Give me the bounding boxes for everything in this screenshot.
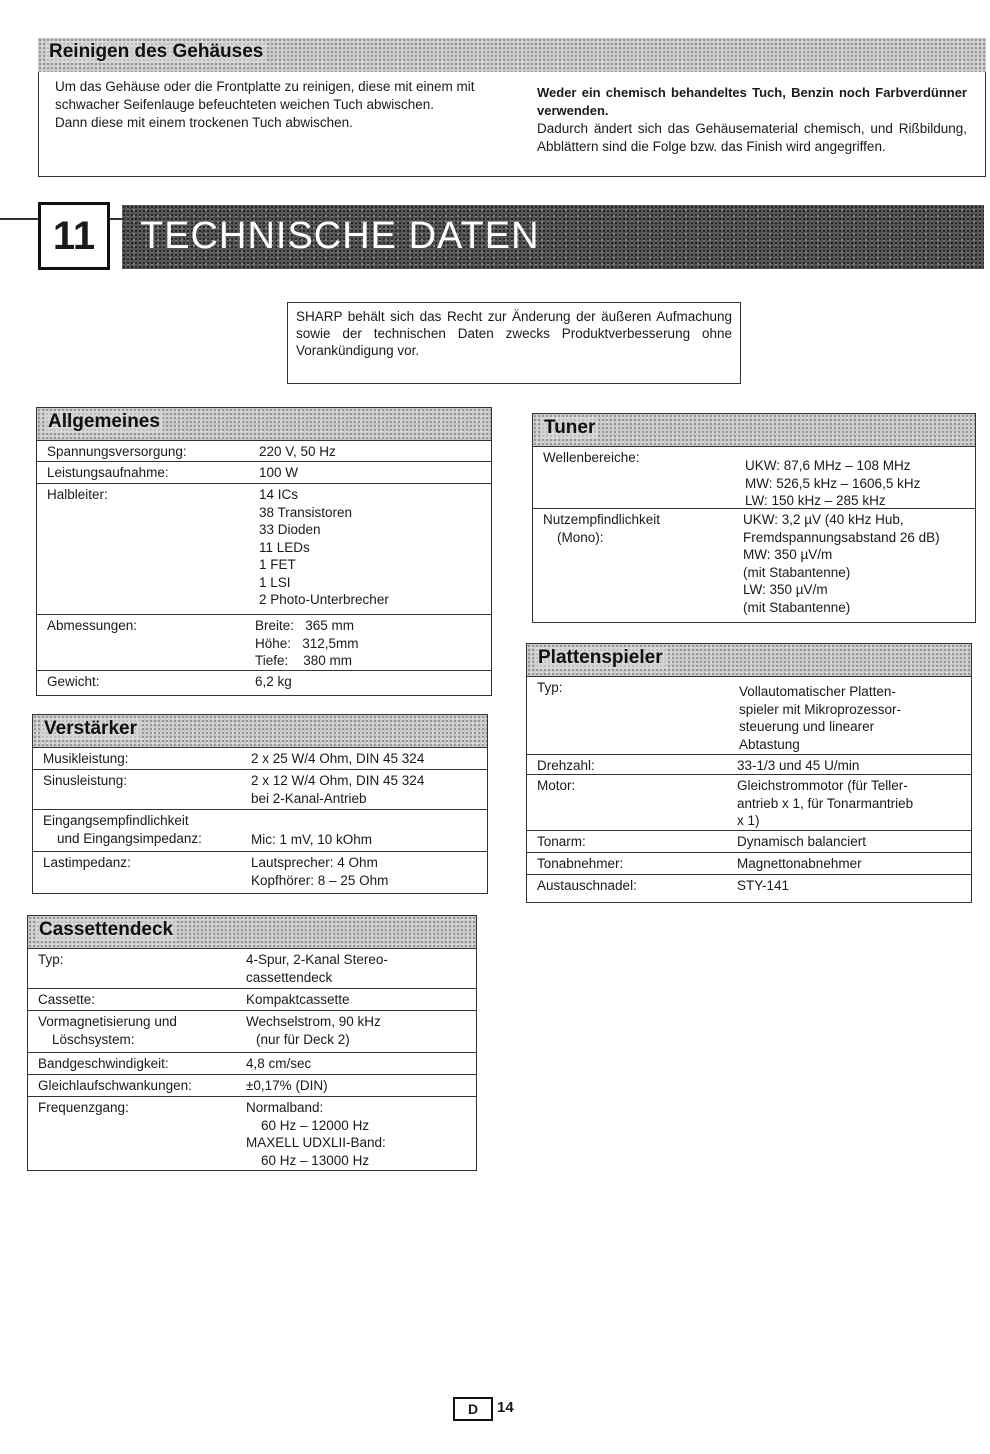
row-value xyxy=(255,673,292,691)
row-value xyxy=(743,511,940,616)
plattenspieler-rows xyxy=(527,676,971,902)
row-key: Gleichlaufschwankungen: xyxy=(38,1078,192,1093)
row-key: Sinusleistung: xyxy=(43,773,128,788)
tuner-title: Tuner xyxy=(541,417,598,439)
row-value xyxy=(737,855,862,873)
row-value xyxy=(246,991,350,1009)
verstaerker-header-bar xyxy=(33,715,487,747)
value-line: Gleichstrommotor (für Teller- xyxy=(737,778,908,793)
value-line: Magnettonabnehmer xyxy=(737,856,862,871)
cleaning-left xyxy=(55,78,501,132)
row-key: Austauschnadel: xyxy=(537,878,637,893)
value-line: (mit Stabantenne) xyxy=(743,564,851,580)
allgemeines-title: Allgemeines xyxy=(45,411,163,433)
row-value xyxy=(246,1013,381,1048)
value-line: (mit Stabantenne) xyxy=(743,599,851,615)
table-plattenspieler xyxy=(526,643,972,903)
value-line: Vollautomatischer Platten- xyxy=(739,684,896,699)
table-row xyxy=(527,830,971,853)
value-line: antrieb x 1, für Tonarmantrieb xyxy=(737,795,914,811)
table-allgemeines xyxy=(36,407,492,696)
row-key: Leistungsaufnahme: xyxy=(47,465,169,480)
table-row xyxy=(28,1010,476,1053)
cleaning-header-bar xyxy=(38,38,986,72)
row-key: Halbleiter: xyxy=(47,487,108,502)
value-line: 2 Photo-Unterbrecher xyxy=(259,592,389,607)
key-line: und Eingangsimpedanz: xyxy=(57,830,202,846)
table-row xyxy=(28,988,476,1011)
value-line: Breite: 365 mm xyxy=(255,618,355,633)
row-value xyxy=(251,854,388,889)
value-line: Mic: 1 mV, 10 kOhm xyxy=(251,832,373,847)
value-line: 220 V, 50 Hz xyxy=(259,444,336,459)
row-value xyxy=(737,833,866,851)
notice-box: SHARP behält sich das Recht zur Änderung der äußeren Aufmachung sowie der technischen Daten zwecks Produktverbesserung ohne Vorankündigung vor. xyxy=(287,302,741,384)
value-line: Abtastung xyxy=(739,736,800,752)
row-key: Typ: xyxy=(38,952,64,967)
section-title: TECHNISCHE DATEN xyxy=(140,215,540,257)
cleaning-left-p2: Dann diese mit einem trockenen Tuch abwischen. xyxy=(55,115,353,130)
row-key: Frequenzgang: xyxy=(38,1100,129,1115)
value-line: UKW: 3,2 µV (40 kHz Hub, xyxy=(743,512,904,527)
row-key: Abmessungen: xyxy=(47,618,138,633)
table-row xyxy=(527,676,971,753)
section-title-bar xyxy=(122,205,984,269)
row-key xyxy=(543,511,660,546)
value-line: LW: 150 kHz – 285 kHz xyxy=(745,493,886,508)
value-line: MW: 350 µV/m xyxy=(743,547,833,562)
row-key: Gewicht: xyxy=(47,674,100,689)
row-key xyxy=(38,1013,177,1048)
row-value xyxy=(251,772,424,807)
row-value xyxy=(255,617,359,670)
row-key: Tonabnehmer: xyxy=(537,856,624,871)
row-value xyxy=(737,777,913,830)
row-value xyxy=(739,683,901,753)
key-line: Vormagnetisierung und xyxy=(38,1014,177,1029)
row-key: Lastimpedanz: xyxy=(43,855,131,870)
value-line: 2 x 12 W/4 Ohm, DIN 45 324 xyxy=(251,773,425,788)
value-line: Kompaktcassette xyxy=(246,992,350,1007)
row-value xyxy=(251,831,372,849)
table-row xyxy=(28,948,476,989)
table-row xyxy=(33,747,487,770)
row-value xyxy=(246,1055,311,1073)
tuner-rows xyxy=(533,446,975,622)
cassettendeck-rows xyxy=(28,948,476,1170)
value-line: steuerung und linearer xyxy=(739,719,875,734)
row-value xyxy=(246,951,388,986)
value-line: 38 Transistoren xyxy=(259,504,353,520)
row-key: Wellenbereiche: xyxy=(543,450,640,465)
row-value xyxy=(737,757,859,775)
value-line: 2 x 25 W/4 Ohm, DIN 45 324 xyxy=(251,751,425,766)
table-row xyxy=(37,670,491,693)
cleaning-right-p2: Dadurch ändert sich das Gehäusematerial chemisch, und Rißbildung, Abblättern sind die Folge bzw. das Finish wird angegriffen. xyxy=(537,121,967,154)
row-key: Tonarm: xyxy=(537,834,586,849)
key-line: Nutzempfindlichkeit xyxy=(543,512,661,527)
row-key: Cassette: xyxy=(38,992,96,1007)
row-value xyxy=(251,750,424,768)
row-key: Drehzahl: xyxy=(537,758,595,773)
value-line: 4-Spur, 2-Kanal Stereo- xyxy=(246,952,388,967)
value-line: 6,2 kg xyxy=(255,674,292,689)
table-row xyxy=(28,1074,476,1097)
value-line: ±0,17% (DIN) xyxy=(246,1078,328,1093)
verstaerker-title: Verstärker xyxy=(41,718,140,740)
row-value xyxy=(259,443,336,461)
value-line: Tiefe: 380 mm xyxy=(255,653,353,668)
footer-letter-box: D xyxy=(453,1397,493,1421)
table-row xyxy=(37,461,491,482)
value-line: LW: 350 µV/m xyxy=(743,582,828,597)
row-value xyxy=(259,464,298,482)
cassettendeck-header-bar xyxy=(28,916,476,948)
row-value xyxy=(246,1077,328,1095)
value-line: bei 2-Kanal-Antrieb xyxy=(251,790,367,806)
verstaerker-rows xyxy=(33,747,487,893)
table-tuner xyxy=(532,413,976,623)
key-line: (Mono): xyxy=(557,529,604,545)
key-line: Löschsystem: xyxy=(52,1031,135,1047)
cleaning-left-p1: Um das Gehäuse oder die Frontplatte zu reinigen, diese mit einem mit schwacher Seifenlauge befeuchteten weichen Tuch abwischen. xyxy=(55,79,475,112)
table-verstaerker xyxy=(32,714,488,894)
value-line: UKW: 87,6 MHz – 108 MHz xyxy=(745,458,911,473)
table-row xyxy=(527,774,971,833)
table-row xyxy=(533,508,975,619)
value-line: cassettendeck xyxy=(246,969,333,985)
value-line: Dynamisch balanciert xyxy=(737,834,867,849)
table-row xyxy=(33,851,487,892)
row-key: Typ: xyxy=(537,680,563,695)
table-row xyxy=(527,874,971,899)
row-value xyxy=(259,486,389,609)
cleaning-right xyxy=(537,84,967,156)
value-line: 1 FET xyxy=(259,557,296,572)
allgemeines-rows xyxy=(37,440,491,695)
value-line: 11 LEDs xyxy=(259,539,310,555)
value-line: x 1) xyxy=(737,813,760,828)
table-row xyxy=(533,446,975,507)
value-line: 33-1/3 und 45 U/min xyxy=(737,758,860,773)
value-line: Normalband: xyxy=(246,1100,324,1115)
page-number: 14 xyxy=(497,1399,514,1416)
section-number: 11 xyxy=(38,202,110,270)
value-line: Lautsprecher: 4 Ohm xyxy=(251,855,378,870)
value-line: STY-141 xyxy=(737,878,790,893)
key-line: Eingangsempfindlichkeit xyxy=(43,813,189,828)
table-row xyxy=(527,852,971,875)
table-row xyxy=(28,1096,476,1169)
row-value xyxy=(246,1099,386,1169)
cleaning-right-p1: Weder ein chemisch behandeltes Tuch, Benzin noch Farbverdünner verwenden. xyxy=(537,85,967,118)
value-line: MW: 526,5 kHz – 1606,5 kHz xyxy=(745,475,921,491)
table-row xyxy=(37,483,491,614)
value-line: 33 Dioden xyxy=(259,522,321,537)
value-line: Höhe: 312,5mm xyxy=(255,635,359,651)
plattenspieler-header-bar xyxy=(527,644,971,676)
value-line: 100 W xyxy=(259,465,299,480)
table-row xyxy=(33,769,487,810)
table-row xyxy=(37,440,491,461)
table-cassettendeck xyxy=(27,915,477,1171)
row-value xyxy=(737,877,789,895)
value-line: MAXELL UDXLII-Band: xyxy=(246,1135,386,1150)
tuner-header-bar xyxy=(533,414,975,446)
value-line: Fremdspannungsabstand 26 dB) xyxy=(743,529,940,545)
row-value xyxy=(745,457,920,510)
cleaning-box xyxy=(38,72,986,177)
value-line: 14 ICs xyxy=(259,487,299,502)
table-row xyxy=(28,1052,476,1075)
row-key xyxy=(43,812,202,847)
row-key: Musikleistung: xyxy=(43,751,129,766)
value-line: 60 Hz – 13000 Hz xyxy=(246,1152,370,1168)
value-line: (nur für Deck 2) xyxy=(256,1031,350,1047)
value-line: 60 Hz – 12000 Hz xyxy=(246,1117,370,1133)
value-line: 1 LSI xyxy=(259,574,291,590)
value-line: spieler mit Mikroprozessor- xyxy=(739,701,902,717)
row-key: Spannungsversorgung: xyxy=(47,444,187,459)
value-line: Kopfhörer: 8 – 25 Ohm xyxy=(251,872,389,888)
cleaning-title: Reinigen des Gehäuses xyxy=(46,41,266,63)
allgemeines-header-bar xyxy=(37,408,491,440)
table-row xyxy=(37,614,491,675)
rule-left xyxy=(0,218,38,220)
value-line: 4,8 cm/sec xyxy=(246,1056,312,1071)
table-row xyxy=(33,809,487,852)
row-key: Motor: xyxy=(537,778,576,793)
cassettendeck-title: Cassettendeck xyxy=(36,919,176,941)
plattenspieler-title: Plattenspieler xyxy=(535,647,666,669)
value-line: Wechselstrom, 90 kHz xyxy=(246,1014,381,1029)
row-key: Bandgeschwindigkeit: xyxy=(38,1056,169,1071)
